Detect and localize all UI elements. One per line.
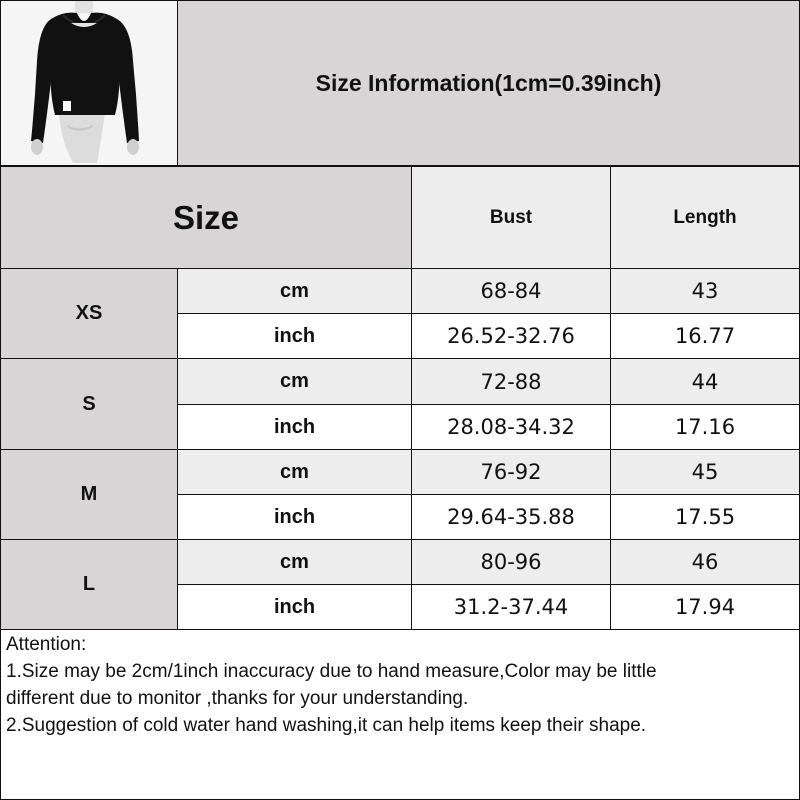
- unit-cm: cm: [178, 359, 411, 404]
- length-value: 44: [611, 359, 799, 404]
- length-value: 17.16: [611, 405, 799, 449]
- bust-column-header: Bust: [412, 167, 610, 268]
- size-label-xs: XS: [1, 269, 177, 358]
- size-label-l: L: [1, 540, 177, 629]
- product-image: [1, 1, 177, 165]
- unit-inch: inch: [178, 314, 411, 358]
- size-column-header: Size: [1, 167, 411, 268]
- bust-value: 31.2-37.44: [412, 585, 610, 629]
- attention-note-1: 1.Size may be 2cm/1inch inaccuracy due to hand measure,Color may be little: [6, 661, 657, 682]
- unit-inch: inch: [178, 585, 411, 629]
- attention-note-1-continued: different due to monitor ,thanks for your understanding.: [6, 688, 469, 709]
- bust-value: 76-92: [412, 450, 610, 494]
- length-value: 16.77: [611, 314, 799, 358]
- size-label-m: M: [1, 450, 177, 539]
- length-value: 17.55: [611, 495, 799, 539]
- bust-value: 72-88: [412, 359, 610, 404]
- size-label-s: S: [1, 359, 177, 449]
- length-column-header: Length: [611, 167, 799, 268]
- bust-value: 28.08-34.32: [412, 405, 610, 449]
- bust-value: 26.52-32.76: [412, 314, 610, 358]
- unit-cm: cm: [178, 269, 411, 313]
- bust-value: 80-96: [412, 540, 610, 584]
- page-title: Size Information(1cm=0.39inch): [178, 1, 799, 165]
- bust-value: 29.64-35.88: [412, 495, 610, 539]
- attention-heading: Attention:: [6, 634, 87, 655]
- length-value: 43: [611, 269, 799, 313]
- length-value: 46: [611, 540, 799, 584]
- product-photo: [1, 1, 177, 165]
- length-value: 17.94: [611, 585, 799, 629]
- unit-cm: cm: [178, 450, 411, 494]
- length-value: 45: [611, 450, 799, 494]
- unit-inch: inch: [178, 405, 411, 449]
- unit-inch: inch: [178, 495, 411, 539]
- bust-value: 68-84: [412, 269, 610, 313]
- unit-cm: cm: [178, 540, 411, 584]
- attention-note-2: 2.Suggestion of cold water hand washing,it can help items keep their shape.: [6, 715, 647, 736]
- attention-notes: [6, 631, 796, 739]
